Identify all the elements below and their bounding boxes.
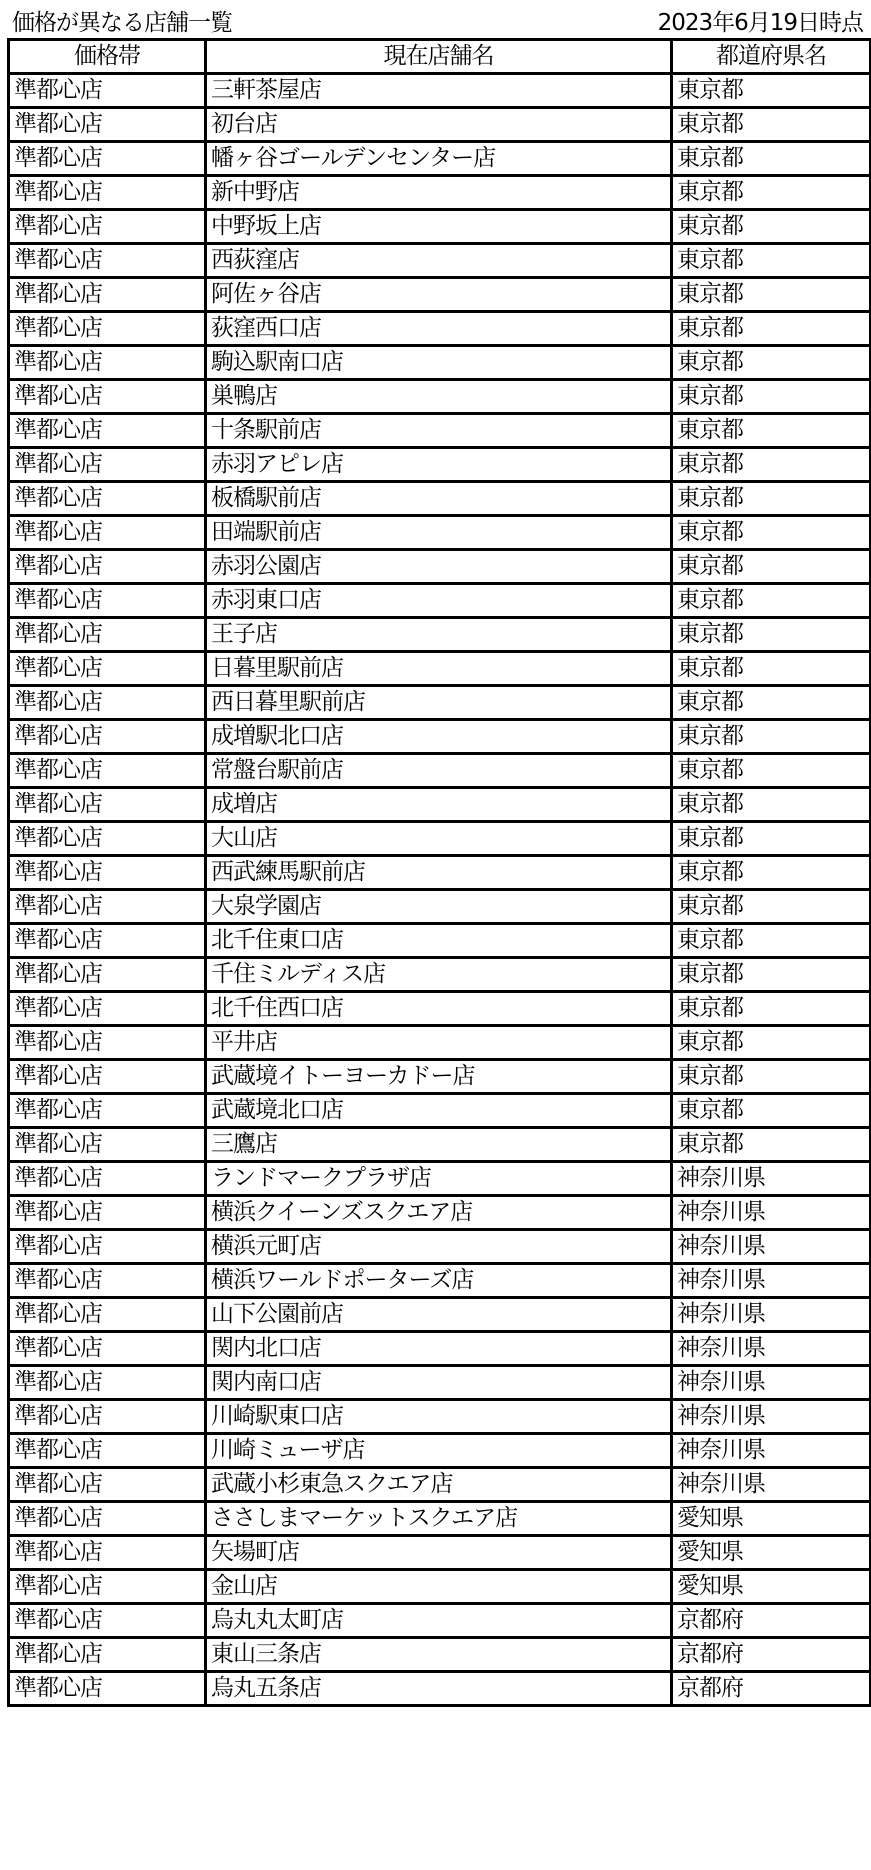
prefecture-cell: 東京都 — [672, 380, 871, 414]
price-tier-cell: 準都心店 — [9, 380, 206, 414]
prefecture-cell: 東京都 — [672, 482, 871, 516]
table-row — [9, 1536, 871, 1570]
price-tier-cell: 準都心店 — [9, 1672, 206, 1706]
table-row — [9, 1230, 871, 1264]
store-name-cell: 駒込駅南口店 — [206, 346, 672, 380]
table-row — [9, 176, 871, 210]
price-tier-cell: 準都心店 — [9, 584, 206, 618]
prefecture-cell: 東京都 — [672, 346, 871, 380]
table-row — [9, 1366, 871, 1400]
store-name-cell: 成増店 — [206, 788, 672, 822]
prefecture-cell: 神奈川県 — [672, 1264, 871, 1298]
price-tier-cell: 準都心店 — [9, 1162, 206, 1196]
prefecture-cell: 京都府 — [672, 1604, 871, 1638]
store-name-cell: 荻窪西口店 — [206, 312, 672, 346]
store-name-cell: 三鷹店 — [206, 1128, 672, 1162]
price-tier-cell: 準都心店 — [9, 856, 206, 890]
table-row — [9, 278, 871, 312]
prefecture-cell: 東京都 — [672, 550, 871, 584]
store-name-cell: 西武練馬駅前店 — [206, 856, 672, 890]
store-name-cell: 平井店 — [206, 1026, 672, 1060]
table-row — [9, 1570, 871, 1604]
price-tier-cell: 準都心店 — [9, 74, 206, 108]
prefecture-cell: 神奈川県 — [672, 1298, 871, 1332]
store-name-cell: 王子店 — [206, 618, 672, 652]
price-tier-cell: 準都心店 — [9, 1264, 206, 1298]
table-row — [9, 380, 871, 414]
prefecture-cell: 東京都 — [672, 856, 871, 890]
price-tier-cell: 準都心店 — [9, 958, 206, 992]
table-row — [9, 448, 871, 482]
store-name-cell: 新中野店 — [206, 176, 672, 210]
table-row — [9, 1128, 871, 1162]
store-name-cell: 田端駅前店 — [206, 516, 672, 550]
table-row — [9, 312, 871, 346]
prefecture-cell: 東京都 — [672, 890, 871, 924]
document-title: 価格が異なる店舗一覧 — [12, 10, 232, 36]
store-name-cell: 烏丸五条店 — [206, 1672, 672, 1706]
header-price-tier: 価格帯 — [9, 40, 206, 74]
store-name-cell: 北千住東口店 — [206, 924, 672, 958]
table-row — [9, 1468, 871, 1502]
prefecture-cell: 東京都 — [672, 1060, 871, 1094]
store-name-cell: 川崎ミューザ店 — [206, 1434, 672, 1468]
prefecture-cell: 東京都 — [672, 1026, 871, 1060]
table-row — [9, 210, 871, 244]
store-name-cell: 大泉学園店 — [206, 890, 672, 924]
price-tier-cell: 準都心店 — [9, 1128, 206, 1162]
store-name-cell: 東山三条店 — [206, 1638, 672, 1672]
price-tier-cell: 準都心店 — [9, 1400, 206, 1434]
prefecture-cell: 愛知県 — [672, 1536, 871, 1570]
price-tier-cell: 準都心店 — [9, 1196, 206, 1230]
prefecture-cell: 神奈川県 — [672, 1230, 871, 1264]
table-row — [9, 924, 871, 958]
store-name-cell: 関内南口店 — [206, 1366, 672, 1400]
price-tier-cell: 準都心店 — [9, 1502, 206, 1536]
store-name-cell: 板橋駅前店 — [206, 482, 672, 516]
price-tier-cell: 準都心店 — [9, 1094, 206, 1128]
table-row — [9, 1094, 871, 1128]
table-row — [9, 754, 871, 788]
prefecture-cell: 東京都 — [672, 754, 871, 788]
store-name-cell: 川崎駅東口店 — [206, 1400, 672, 1434]
table-row — [9, 550, 871, 584]
price-tier-cell: 準都心店 — [9, 1230, 206, 1264]
table-row — [9, 1332, 871, 1366]
price-tier-cell: 準都心店 — [9, 210, 206, 244]
prefecture-cell: 東京都 — [672, 686, 871, 720]
price-tier-cell: 準都心店 — [9, 754, 206, 788]
store-name-cell: ランドマークプラザ店 — [206, 1162, 672, 1196]
store-name-cell: 矢場町店 — [206, 1536, 672, 1570]
table-row — [9, 822, 871, 856]
table-row — [9, 1604, 871, 1638]
prefecture-cell: 神奈川県 — [672, 1162, 871, 1196]
price-tier-cell: 準都心店 — [9, 448, 206, 482]
table-row — [9, 992, 871, 1026]
store-name-cell: 赤羽公園店 — [206, 550, 672, 584]
store-name-cell: 千住ミルディス店 — [206, 958, 672, 992]
table-row — [9, 788, 871, 822]
table-row — [9, 958, 871, 992]
price-tier-cell: 準都心店 — [9, 720, 206, 754]
price-tier-cell: 準都心店 — [9, 1536, 206, 1570]
store-name-cell: 山下公園前店 — [206, 1298, 672, 1332]
store-name-cell: 初台店 — [206, 108, 672, 142]
store-name-cell: 北千住西口店 — [206, 992, 672, 1026]
price-tier-cell: 準都心店 — [9, 1026, 206, 1060]
store-name-cell: 武蔵小杉東急スクエア店 — [206, 1468, 672, 1502]
price-tier-cell: 準都心店 — [9, 652, 206, 686]
table-row — [9, 1502, 871, 1536]
table-row — [9, 516, 871, 550]
price-tier-cell: 準都心店 — [9, 1060, 206, 1094]
prefecture-cell: 東京都 — [672, 108, 871, 142]
price-tier-cell: 準都心店 — [9, 108, 206, 142]
prefecture-cell: 東京都 — [672, 618, 871, 652]
price-tier-cell: 準都心店 — [9, 822, 206, 856]
price-tier-cell: 準都心店 — [9, 1366, 206, 1400]
table-row — [9, 244, 871, 278]
price-tier-cell: 準都心店 — [9, 1434, 206, 1468]
table-row — [9, 1400, 871, 1434]
store-name-cell: 阿佐ヶ谷店 — [206, 278, 672, 312]
store-name-cell: 常盤台駅前店 — [206, 754, 672, 788]
price-tier-cell: 準都心店 — [9, 278, 206, 312]
store-name-cell: 巣鴨店 — [206, 380, 672, 414]
table-row — [9, 652, 871, 686]
price-tier-cell: 準都心店 — [9, 618, 206, 652]
table-row — [9, 414, 871, 448]
table-row — [9, 1264, 871, 1298]
price-tier-cell: 準都心店 — [9, 1604, 206, 1638]
prefecture-cell: 東京都 — [672, 176, 871, 210]
prefecture-cell: 東京都 — [672, 992, 871, 1026]
store-name-cell: 西日暮里駅前店 — [206, 686, 672, 720]
store-name-cell: 西荻窪店 — [206, 244, 672, 278]
store-name-cell: 大山店 — [206, 822, 672, 856]
price-tier-cell: 準都心店 — [9, 686, 206, 720]
prefecture-cell: 神奈川県 — [672, 1366, 871, 1400]
price-tier-cell: 準都心店 — [9, 924, 206, 958]
prefecture-cell: 東京都 — [672, 958, 871, 992]
store-name-cell: 日暮里駅前店 — [206, 652, 672, 686]
table-row — [9, 108, 871, 142]
prefecture-cell: 東京都 — [672, 210, 871, 244]
prefecture-cell: 神奈川県 — [672, 1434, 871, 1468]
price-tier-cell: 準都心店 — [9, 482, 206, 516]
header-prefecture: 都道府県名 — [672, 40, 871, 74]
prefecture-cell: 東京都 — [672, 924, 871, 958]
prefecture-cell: 東京都 — [672, 312, 871, 346]
store-name-cell: 武蔵境北口店 — [206, 1094, 672, 1128]
price-tier-cell: 準都心店 — [9, 788, 206, 822]
prefecture-cell: 京都府 — [672, 1638, 871, 1672]
store-name-cell: 横浜ワールドポーターズ店 — [206, 1264, 672, 1298]
price-tier-cell: 準都心店 — [9, 992, 206, 1026]
price-tier-cell: 準都心店 — [9, 312, 206, 346]
prefecture-cell: 東京都 — [672, 278, 871, 312]
store-name-cell: 関内北口店 — [206, 1332, 672, 1366]
prefecture-cell: 東京都 — [672, 142, 871, 176]
price-tier-cell: 準都心店 — [9, 1298, 206, 1332]
prefecture-cell: 東京都 — [672, 788, 871, 822]
header-row — [9, 40, 871, 74]
price-tier-cell: 準都心店 — [9, 1468, 206, 1502]
store-name-cell: 中野坂上店 — [206, 210, 672, 244]
as-of-date: 2023年6月19日時点 — [657, 10, 863, 36]
prefecture-cell: 東京都 — [672, 516, 871, 550]
header-store-name: 現在店舗名 — [206, 40, 672, 74]
table-row — [9, 1060, 871, 1094]
table-row — [9, 142, 871, 176]
table-row — [9, 720, 871, 754]
prefecture-cell: 東京都 — [672, 414, 871, 448]
store-name-cell: 武蔵境イトーヨーカドー店 — [206, 1060, 672, 1094]
prefecture-cell: 東京都 — [672, 584, 871, 618]
store-name-cell: 赤羽アピレ店 — [206, 448, 672, 482]
table-row — [9, 618, 871, 652]
price-tier-cell: 準都心店 — [9, 1332, 206, 1366]
table-row — [9, 890, 871, 924]
table-row — [9, 1162, 871, 1196]
prefecture-cell: 愛知県 — [672, 1570, 871, 1604]
table-row — [9, 482, 871, 516]
prefecture-cell: 神奈川県 — [672, 1400, 871, 1434]
table-row — [9, 1026, 871, 1060]
table-row — [9, 1196, 871, 1230]
prefecture-cell: 神奈川県 — [672, 1196, 871, 1230]
prefecture-cell: 愛知県 — [672, 1502, 871, 1536]
price-tier-cell: 準都心店 — [9, 142, 206, 176]
store-name-cell: 横浜元町店 — [206, 1230, 672, 1264]
prefecture-cell: 東京都 — [672, 244, 871, 278]
price-tier-cell: 準都心店 — [9, 346, 206, 380]
price-tier-cell: 準都心店 — [9, 414, 206, 448]
table-row — [9, 346, 871, 380]
store-name-cell: 赤羽東口店 — [206, 584, 672, 618]
store-table — [7, 38, 871, 1707]
price-tier-cell: 準都心店 — [9, 516, 206, 550]
prefecture-cell: 神奈川県 — [672, 1332, 871, 1366]
prefecture-cell: 京都府 — [672, 1672, 871, 1706]
store-name-cell: 横浜クイーンズスクエア店 — [206, 1196, 672, 1230]
table-row — [9, 686, 871, 720]
table-row — [9, 1672, 871, 1706]
prefecture-cell: 神奈川県 — [672, 1468, 871, 1502]
prefecture-cell: 東京都 — [672, 1094, 871, 1128]
prefecture-cell: 東京都 — [672, 1128, 871, 1162]
store-name-cell: 三軒茶屋店 — [206, 74, 672, 108]
table-row — [9, 1434, 871, 1468]
table-row — [9, 74, 871, 108]
table-row — [9, 1638, 871, 1672]
price-tier-cell: 準都心店 — [9, 176, 206, 210]
price-tier-cell: 準都心店 — [9, 244, 206, 278]
price-tier-cell: 準都心店 — [9, 550, 206, 584]
prefecture-cell: 東京都 — [672, 652, 871, 686]
prefecture-cell: 東京都 — [672, 720, 871, 754]
table-row — [9, 856, 871, 890]
prefecture-cell: 東京都 — [672, 74, 871, 108]
price-tier-cell: 準都心店 — [9, 1638, 206, 1672]
store-name-cell: 幡ヶ谷ゴールデンセンター店 — [206, 142, 672, 176]
price-tier-cell: 準都心店 — [9, 890, 206, 924]
store-name-cell: 金山店 — [206, 1570, 672, 1604]
prefecture-cell: 東京都 — [672, 448, 871, 482]
store-name-cell: ささしまマーケットスクエア店 — [206, 1502, 672, 1536]
prefecture-cell: 東京都 — [672, 822, 871, 856]
price-tier-cell: 準都心店 — [9, 1570, 206, 1604]
store-name-cell: 烏丸丸太町店 — [206, 1604, 672, 1638]
store-name-cell: 十条駅前店 — [206, 414, 672, 448]
table-row — [9, 1298, 871, 1332]
store-name-cell: 成増駅北口店 — [206, 720, 672, 754]
table-row — [9, 584, 871, 618]
